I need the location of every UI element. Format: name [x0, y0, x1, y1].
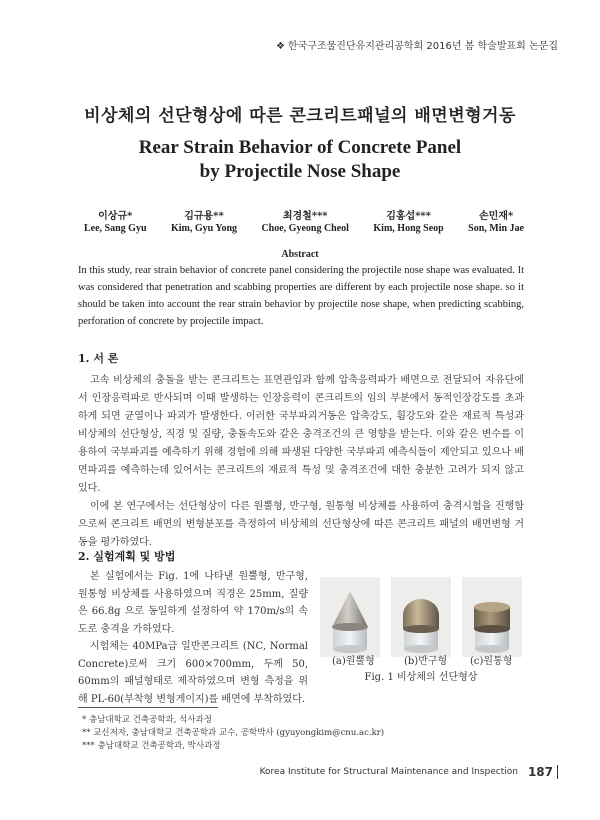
- author-name-korean: 김홍섭***: [386, 211, 431, 222]
- footer-text: Korea Institute for Structural Maintenance and Inspection: [259, 767, 518, 777]
- author-list: [84, 207, 524, 234]
- section-body: [78, 568, 308, 708]
- author: [373, 207, 443, 234]
- section-body: [78, 372, 524, 552]
- page-number: 187: [527, 765, 553, 779]
- title-english: [0, 136, 600, 184]
- page-footer: [260, 765, 558, 779]
- author-name-english: Lee, Sang Gyu: [84, 223, 147, 234]
- projectile-hemispherical-image: [391, 572, 451, 662]
- figure-caption: Fig. 1 비상체의 선단형상: [364, 672, 478, 683]
- author: [84, 207, 147, 234]
- figure-label: (a)원뿔형: [332, 656, 375, 667]
- running-header: [276, 37, 558, 52]
- author-name-english: Kim, Hong Seop: [373, 223, 444, 234]
- author-name-korean: 이상규*: [98, 211, 133, 222]
- figure-label: (c)원통형: [470, 656, 513, 667]
- author: [171, 207, 237, 234]
- footnote: ** 교신저자, 충남대학교 건축공학과 교수, 공학박사 (gyuyongkim@cnu.ac.kr): [82, 728, 385, 738]
- author-name-korean: 손민재*: [478, 211, 514, 222]
- author-name-korean: 김규용**: [184, 211, 224, 222]
- footnote: * 충남대학교 건축공학과, 석사과정: [82, 715, 213, 725]
- footnote-divider: [78, 707, 218, 708]
- author-name-korean: 최경철***: [282, 211, 328, 222]
- abstract-title: Abstract: [281, 249, 319, 260]
- section-heading: 2. 실험계획 및 방법: [78, 550, 176, 563]
- paragraph: 본 실험에서는 Fig. 1에 나타낸 원뿔형, 반구형, 원통형 비상체를 사용하였으며 직경은 25mm, 질량은 66.8g 으로 동일하게 설정하여 약 170m/s의 속도로 충격을 가하였다.: [78, 571, 308, 635]
- header-text: 한국구조물진단유지관리공학회 2016년 봄 학술발표회 논문집: [287, 41, 558, 52]
- figure-projectiles: [318, 572, 524, 662]
- footer-divider: [557, 765, 558, 779]
- title-english-line1: Rear Strain Behavior of Concrete Panel: [138, 137, 462, 158]
- projectile-conical-image: [320, 572, 380, 662]
- title-korean: 비상체의 선단형상에 따른 콘크리트패널의 배면변형거동: [84, 106, 516, 126]
- figure-label: (b)반구형: [404, 656, 448, 667]
- paragraph: 이에 본 연구에서는 선단형상이 다른 원뿔형, 반구형, 원통형 비상체를 사용하여 충격시험을 진행함으로써 콘크리트 배면의 변형분포를 측정하여 비상체의 선단형상에 따른 콘크리트 패널의 배면변형 거동을 평가하였다.: [78, 501, 524, 548]
- author-name-english: Son, Min Jae: [468, 223, 524, 234]
- paragraph: 고속 비상체의 충돌을 받는 콘크리트는 표면관입과 함께 압축응력파가 배면으로 전달되어 자유단에서 인장응력파로 반사되며 이때 발생하는 인장응력이 콘크리트의 임의 부분에서 동적인장강도를 초과하게 되면 균열이나 파괴가 발생한다. 이러한 국부파괴거동은 압축강도, 휨강도와 같은 재료적 특성과 비상체의 선단형상, 직경 및 질량, 충돌속도와 같은 충격조건의 큰 영향을 받는다. 이와 같은 변수를 이용하여 국부파괴를 예측하기 위해 경험에 의해 파생된 다양한 국부파괴 예측식들이 제안되고 있으나 배면파괴를 예측하는데 있어서는 콘크리트의 재료적 특성 및 충격조건에 대한 충분한 고려가 되지 않고 있다.: [78, 375, 524, 494]
- author: [468, 207, 524, 234]
- abstract-body: In this study, rear strain behavior of concrete panel considering the projectile nose shape was evaluated. It was considered that penetration and scabbing properties are different by each projectile nose shape. so it should be taken into account the rear strain behavior by projectile nose shape, when predicting scabbing, perforation of concrete by projectile impact.: [78, 265, 524, 327]
- author: [261, 207, 349, 234]
- section-heading: 1. 서 론: [78, 352, 119, 365]
- author-name-english: Choe, Gyeong Cheol: [261, 223, 349, 234]
- footnote: *** 충남대학교 건축공학과, 박사과정: [82, 741, 221, 751]
- projectile-cylindrical-image: [462, 572, 522, 662]
- author-name-english: Kim, Gyu Yong: [170, 223, 237, 234]
- title-english-line2: by Projectile Nose Shape: [199, 161, 401, 182]
- header-marker: ❖: [276, 41, 285, 52]
- paragraph: 시험체는 40MPa급 일반콘크리트 (NC, Normal Concrete)로써 크기 600×700mm, 두께 50, 60mm의 패널형태로 제작하였으며 변형 측정을 위해 PL-60(부착형 변형게이지)를 배면에 부착하였다.: [78, 641, 308, 705]
